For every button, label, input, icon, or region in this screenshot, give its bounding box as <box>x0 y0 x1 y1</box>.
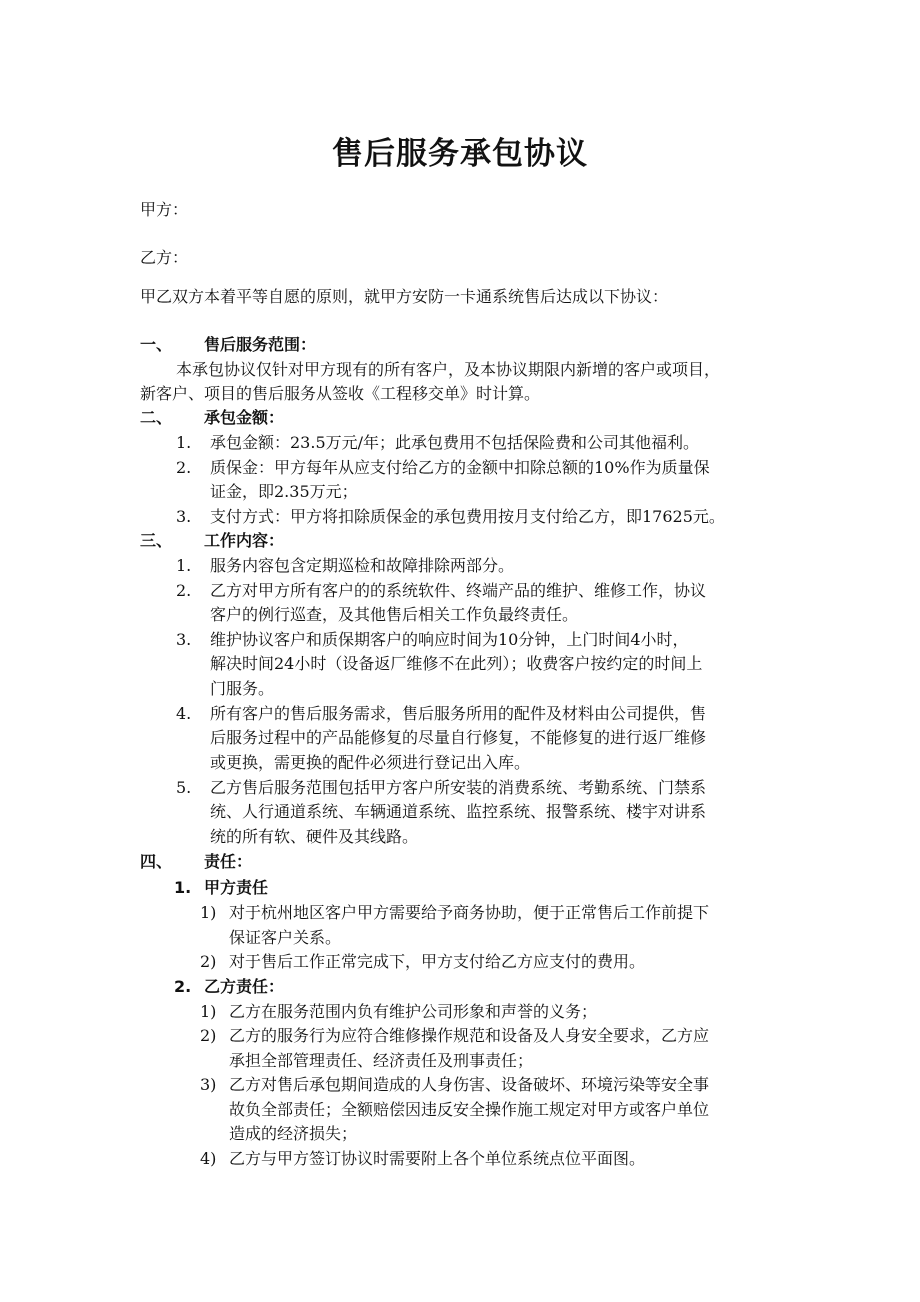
item-number: 2. <box>176 581 192 600</box>
item-number: 2. <box>176 458 192 477</box>
section-number: 三、 <box>140 531 173 550</box>
item-number: 2) <box>200 952 217 971</box>
item-text: 证金，即2.35万元； <box>210 482 358 501</box>
party-a-label: 甲方： <box>140 200 189 219</box>
item-text: 支付方式：甲方将扣除质保金的承包费用按月支付给乙方，即17625元。 <box>210 507 725 526</box>
section-title: 承包金额： <box>204 408 285 427</box>
item-text: 乙方售后服务范围包括甲方客户所安装的消费系统、考勤系统、门禁系 <box>210 778 707 797</box>
item-text: 故负全部责任；全额赔偿因违反安全操作施工规定对甲方或客户单位 <box>229 1100 710 1119</box>
item-number: 4) <box>200 1149 217 1168</box>
item-text: 乙方在服务范围内负有维护公司形象和声誉的义务； <box>229 1002 598 1021</box>
item-text: 乙方对售后承包期间造成的人身伤害、设备破坏、环境污染等安全事 <box>229 1075 710 1094</box>
item-text: 乙方的服务行为应符合维修操作规范和设备及人身安全要求，乙方应 <box>229 1026 710 1045</box>
item-text: 对于杭州地区客户甲方需要给予商务协助，便于正常售后工作前提下 <box>229 903 710 922</box>
item-text: 客户的例行巡查，及其他售后相关工作负最终责任。 <box>210 605 579 624</box>
item-text: 维护协议客户和质保期客户的响应时间为10分钟，上门时间4小时， <box>210 630 689 649</box>
item-text: 后服务过程中的产品能修复的尽量自行修复，不能修复的进行返厂维修 <box>210 728 707 747</box>
section-number: 四、 <box>140 852 173 871</box>
section-number: 二、 <box>140 408 173 427</box>
item-text: 统、人行通道系统、车辆通道系统、监控系统、报警系统、楼宇对讲系 <box>210 802 707 821</box>
item-text: 乙方与甲方签订协议时需要附上各个单位系统点位平面图。 <box>229 1149 646 1168</box>
party-b-label: 乙方： <box>140 248 189 267</box>
item-text: 解决时间24小时（设备返厂维修不在此列）；收费客户按约定的时间上 <box>210 654 703 673</box>
item-text: 承包金额：23.5万元/年；此承包费用不包括保险费和公司其他福利。 <box>210 433 700 452</box>
section-title: 工作内容： <box>204 531 285 550</box>
subsection-title: 乙方责任： <box>204 977 285 996</box>
item-number: 2) <box>200 1026 217 1045</box>
subsection-title: 甲方责任 <box>204 878 269 897</box>
section-title: 责任： <box>204 852 253 871</box>
item-text: 造成的经济损失； <box>229 1124 358 1143</box>
item-number: 1. <box>176 556 192 575</box>
document-title: 售后服务承包协议 <box>332 136 588 172</box>
item-text: 质保金：甲方每年从应支付给乙方的金额中扣除总额的10%作为质量保 <box>210 458 710 477</box>
subsection-number: 2. <box>174 977 192 996</box>
item-number: 3. <box>176 630 192 649</box>
item-text: 保证客户关系。 <box>229 928 342 947</box>
item-text: 服务内容包含定期巡检和故障排除两部分。 <box>210 556 515 575</box>
item-text: 乙方对甲方所有客户的的系统软件、终端产品的维护、维修工作，协议 <box>210 581 707 600</box>
item-number: 3) <box>200 1075 217 1094</box>
item-text: 所有客户的售后服务需求，售后服务所用的配件及材料由公司提供，售 <box>210 704 707 723</box>
item-text: 统的所有软、硬件及其线路。 <box>210 827 419 846</box>
item-text: 门服务。 <box>210 679 275 698</box>
item-number: 1. <box>176 433 192 452</box>
intro-paragraph: 甲乙双方本着平等自愿的原则，就甲方安防一卡通系统售后达成以下协议： <box>140 287 669 306</box>
section-body-line: 本承包协议仅针对甲方现有的所有客户，及本协议期限内新增的客户或项目， <box>176 360 721 379</box>
item-number: 1) <box>200 903 217 922</box>
section-body-line: 新客户、项目的售后服务从签收《工程移交单》时计算。 <box>140 384 541 403</box>
item-number: 5. <box>176 778 192 797</box>
section-title: 售后服务范围： <box>204 335 317 354</box>
item-number: 4. <box>176 704 192 723</box>
item-text: 或更换，需更换的配件必须进行登记出入库。 <box>210 753 531 772</box>
section-number: 一、 <box>140 335 173 354</box>
item-text: 承担全部管理责任、经济责任及刑事责任； <box>229 1051 534 1070</box>
item-number: 1) <box>200 1002 217 1021</box>
item-text: 对于售后工作正常完成下，甲方支付给乙方应支付的费用。 <box>229 952 646 971</box>
item-number: 3. <box>176 507 192 526</box>
subsection-number: 1. <box>174 878 192 897</box>
